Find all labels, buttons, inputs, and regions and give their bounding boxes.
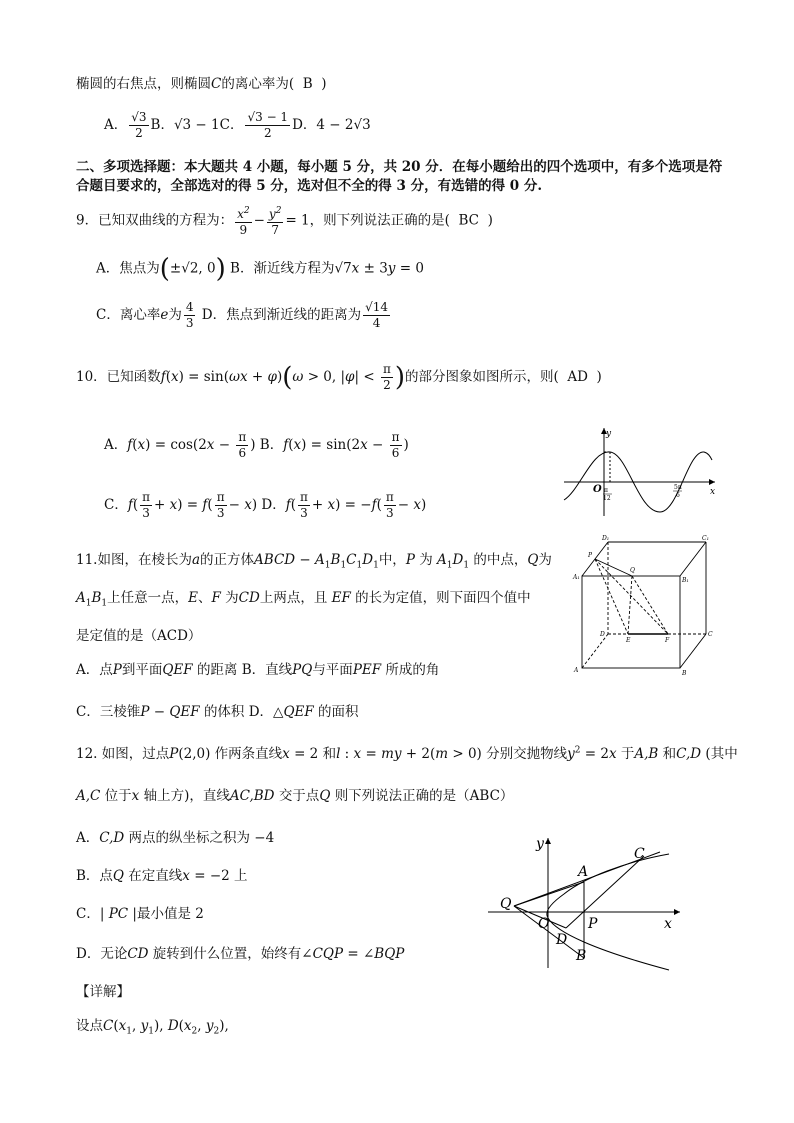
q11-line2: $A_1B_1$上任意一点，E、F 为CD上两点，且 EF 的长为定值，则下面四个值中 — [76, 590, 531, 609]
svg-text:A: A — [574, 667, 579, 674]
svg-text:F: F — [665, 637, 670, 644]
svg-text:P: P — [588, 552, 593, 559]
q12-line2: A,C 位于x 轴上方)，直线AC,BD 交于点Q 则下列说法正确的是（ABC） — [76, 788, 514, 804]
svg-text:A: A — [578, 864, 589, 880]
svg-text:12: 12 — [603, 495, 611, 502]
svg-text:B: B — [682, 670, 687, 677]
q8-options: A． $\frac{√3}{2}$ B．√3 − 1C． $\frac{√3 - 1}{2}$ D．4 − 2√3 — [104, 110, 371, 140]
svg-text:Q: Q — [500, 896, 512, 912]
q8-stem: 椭圆的右焦点，则椭圆C的离心率为( B ) — [76, 76, 327, 92]
q11-options-ab: A．点P到平面QEF 的距离 B．直线PQ与平面PEF 所成的角 — [76, 662, 440, 678]
q11-cube-figure — [570, 532, 720, 678]
q9-options-ab: A．焦点为(±√2, 0) B．渐近线方程为√7x ± 3y = 0 — [96, 254, 424, 284]
section-heading: 二、多项选择题：本大题共 4 小题，每小题 5 分，共 20 分．在每小题给出的四个选项中，有多个选项是符合题目要求的，全部选对的得 5 分，选对但不全的得 3 分，有选错的得 0 分. — [76, 159, 723, 194]
q11-line3: 是定值的是（ACD） — [76, 628, 202, 644]
svg-text:E: E — [626, 637, 631, 644]
svg-text:y: y — [536, 836, 544, 852]
svg-text:Q: Q — [630, 567, 635, 574]
svg-text:6: 6 — [676, 492, 680, 499]
svg-text:B: B — [576, 948, 587, 964]
q12-option-a: A．C,D 两点的纵坐标之积为 −4 — [76, 830, 275, 846]
svg-text:π: π — [604, 487, 608, 494]
svg-text:x: x — [710, 487, 716, 497]
detail-heading: 【详解】 — [76, 984, 130, 1000]
svg-text:P: P — [588, 916, 598, 932]
q10-options-ab: A．f(x) = cos(2x − $\frac{\pi}{6}$ ) B．f(x) = sin(2x − $\frac{\pi}{6}$ ) — [104, 430, 409, 460]
svg-text:B₁: B₁ — [682, 577, 689, 584]
q12-parabola-figure — [484, 832, 688, 978]
svg-text:x: x — [664, 916, 672, 932]
q9-options-cd: C．离心率e为 $\frac{4}{3}$ D．焦点到渐近线的距离为 $\frac{√14}{4}$ — [96, 300, 389, 330]
svg-text:O: O — [538, 916, 550, 932]
svg-text:O: O — [593, 484, 602, 495]
svg-text:D₁: D₁ — [602, 535, 610, 542]
q10-options-cd: C．f( $\frac{\pi}{3}$ + x) = f( $\frac{\pi}{3}$ − x) D．f( $\frac{\pi}{3}$ + x) = −f( $\frac{\pi}{3}$ − x) — [104, 490, 427, 520]
svg-text:5π: 5π — [674, 484, 682, 491]
q11-options-cd: C．三棱锥P − QEF 的体积 D．△QEF 的面积 — [76, 704, 359, 720]
q9-stem: 9．已知双曲线的方程为： $\frac{x^2}{9}$ − $\frac{y^2}{7}$ = 1，则下列说法正确的是( BC ) — [76, 206, 493, 237]
q10-stem: 10．已知函数f(x) = sin(ωx + φ)(ω > 0, |φ| < $\frac{\pi}{2}$ )的部分图象如图所示，则( AD ) — [76, 362, 602, 393]
q10-sine-figure — [560, 420, 720, 520]
q12-option-b: B．点Q 在定直线x = −2 上 — [76, 868, 248, 884]
detail-line: 设点$C(x_1$, $y_1$), $D(x_2$, $y_2$), — [76, 1018, 229, 1037]
q8-frac-c: $\frac{√3 - 1}{2}$ — [247, 110, 289, 140]
svg-text:y: y — [606, 429, 612, 439]
svg-text:A₁: A₁ — [573, 574, 580, 581]
q12-option-d: D．无论CD 旋转到什么位置，始终有∠CQP = ∠BQP — [76, 946, 405, 962]
q11-line1: 11.如图，在棱长为a的正方体ABCD − $A_1B_1C_1D_1$中，P 为 $A_1D_1$ 的中点，Q为 — [76, 552, 552, 571]
q8-frac-a: $\frac{√3}{2}$ — [131, 110, 147, 140]
q12-line1: 12. 如图，过点P(2,0) 作两条直线x = 2 和l : x = my + 2(m > 0) 分别交抛物线$y^2 = 2x$ 于A,B 和C,D (其中 — [76, 745, 738, 762]
svg-text:D: D — [600, 631, 605, 638]
svg-text:C: C — [634, 846, 645, 862]
svg-text:D: D — [556, 932, 568, 948]
svg-text:C: C — [708, 631, 713, 638]
q12-option-c: C．| PC |最小值是 2 — [76, 906, 204, 922]
svg-text:C₁: C₁ — [702, 535, 709, 542]
